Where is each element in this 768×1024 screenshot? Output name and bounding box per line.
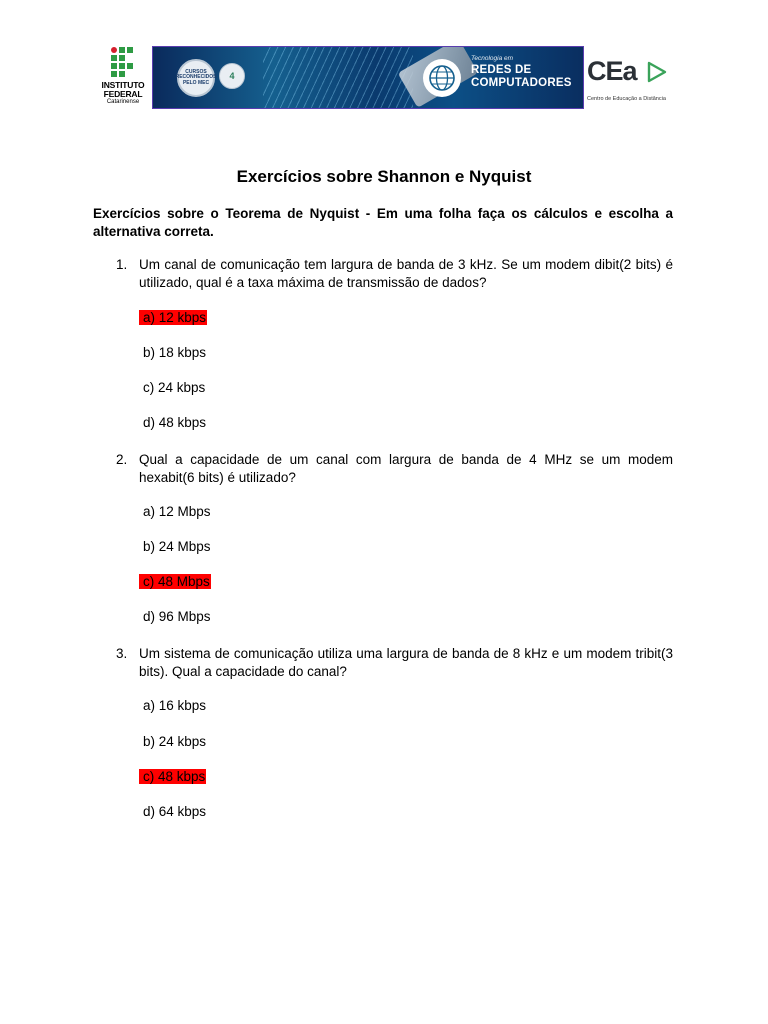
question-1-option-a — [139, 309, 207, 327]
question-2-option-d — [139, 608, 212, 626]
grade-badge-value: 4 — [229, 71, 235, 81]
mec-badge-text: CURSOS RECONHECIDOS PELO MEC — [175, 68, 217, 86]
question-3-text: Um sistema de comunicação utiliza uma largura de banda de 8 kHz e um modem tribit(3 bits). Qual a capacidade do canal? — [139, 646, 673, 679]
question-2-option-d-label: d) 96 Mbps — [143, 609, 211, 624]
instructions: Exercícios sobre o Teorema de Nyquist - Em uma folha faça os cálculos e escolha a alternativa correta. — [93, 206, 673, 239]
question-3-option-a-label: a) 16 kbps — [143, 698, 207, 713]
banner-course-line1: REDES DE — [471, 63, 532, 76]
page-title: Exercícios sobre Shannon e Nyquist — [236, 167, 532, 186]
globe-icon — [423, 59, 461, 97]
banner-course-line2: COMPUTADORES — [471, 77, 572, 89]
question-1-text: Um canal de comunicação tem largura de banda de 3 kHz. Se um modem dibit(2 bits) é utilizado, qual é a taxa máxima de transmissão de dados? — [139, 257, 673, 290]
question-1-option-a-label: a) 12 kbps — [139, 310, 207, 325]
ifc-logo-line2: FEDERAL — [103, 88, 143, 99]
cead-play-icon — [645, 60, 669, 84]
ifc-logo — [97, 47, 149, 113]
question-1-option-b — [139, 344, 207, 362]
question-2-option-c — [139, 573, 211, 591]
question-1-option-c-label: c) 24 kbps — [143, 380, 206, 395]
question-1-number: 1. — [116, 257, 128, 272]
cead-logo — [587, 58, 673, 108]
cead-logo-subtitle: Centro de Educação a Distância — [587, 96, 666, 102]
fiber-optic-image — [263, 47, 413, 109]
question-3-option-a — [139, 697, 207, 715]
question-3-option-d-label: d) 64 kbps — [143, 804, 207, 819]
question-3-number: 3. — [116, 646, 128, 661]
question-1-option-c — [139, 379, 206, 397]
question-1-option-b-label: b) 18 kbps — [143, 345, 207, 360]
question-3-option-b-label: b) 24 kbps — [143, 734, 207, 749]
banner-kicker: Tecnologia em — [471, 55, 514, 62]
question-1-option-d-label: d) 48 kbps — [143, 415, 207, 430]
question-2-option-b-label: b) 24 Mbps — [143, 539, 211, 554]
question-2-option-b — [139, 538, 212, 556]
ifc-logo-line1: INSTITUTO — [101, 80, 145, 90]
question-3-option-c-label: c) 48 kbps — [139, 769, 206, 784]
question-2-option-a-label: a) 12 Mbps — [143, 504, 211, 519]
grade-badge — [219, 63, 245, 89]
question-3-option-d — [139, 803, 207, 821]
question-2-text: Qual a capacidade de um canal com largura de banda de 4 MHz se um modem hexabit(6 bits) é utilizado? — [139, 452, 673, 485]
cead-logo-mark: CEa — [587, 56, 637, 86]
course-banner — [152, 46, 584, 109]
question-2-number: 2. — [116, 452, 128, 467]
question-3-option-b — [139, 733, 207, 751]
question-2-option-c-label: c) 48 Mbps — [139, 574, 211, 589]
question-3-option-c — [139, 768, 206, 786]
ifc-logo-line3: Catarinense — [106, 99, 140, 105]
question-2-option-a — [139, 503, 212, 521]
ifc-logo-mark-icon — [111, 47, 133, 77]
question-1-option-d — [139, 414, 207, 432]
mec-badge — [177, 59, 215, 97]
